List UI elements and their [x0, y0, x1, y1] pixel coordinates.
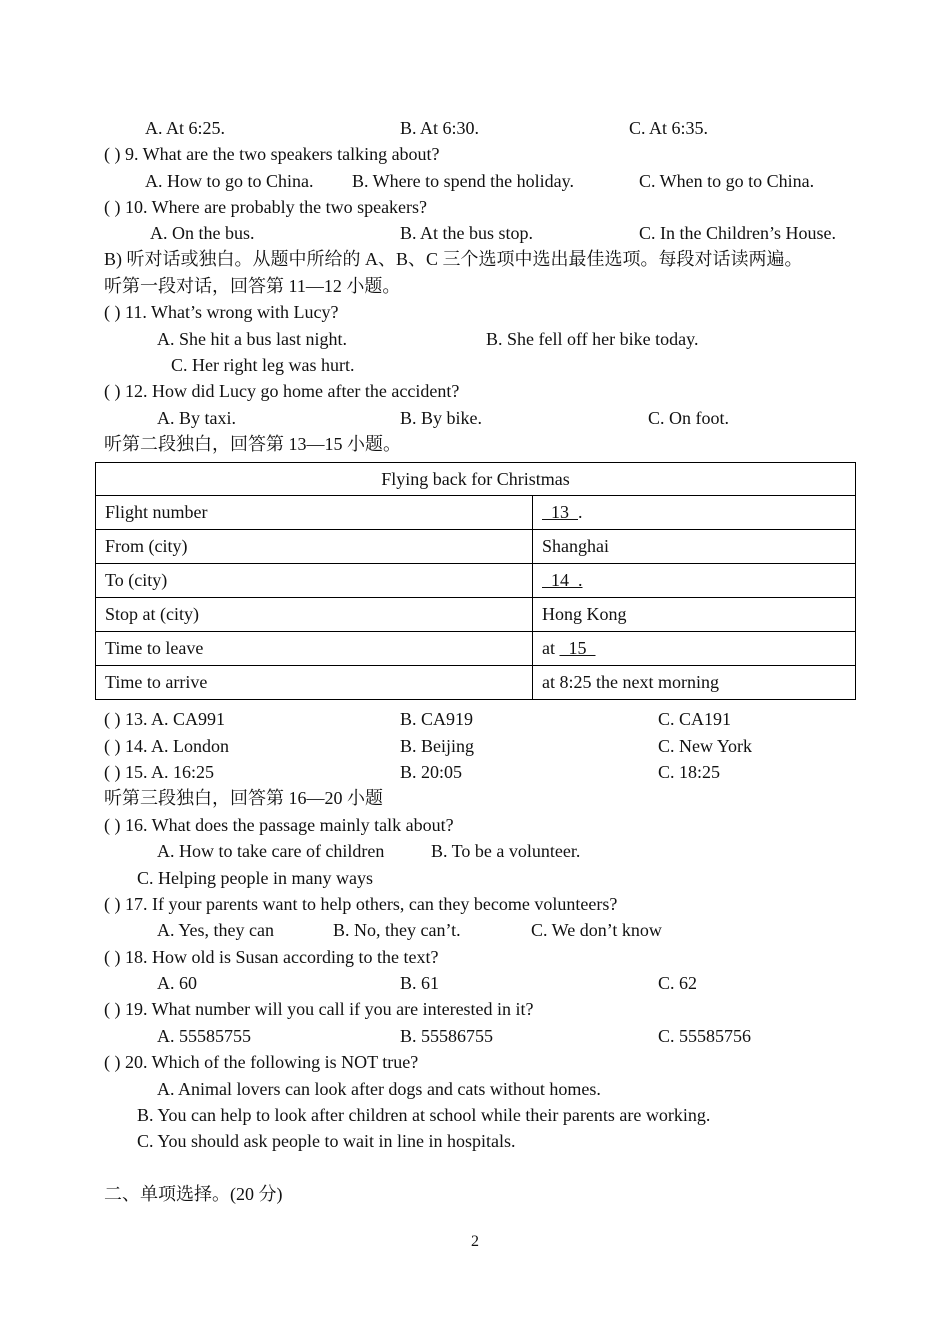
- q14-option-c: C. New York: [658, 736, 753, 756]
- q15-option-c: C. 18:25: [658, 762, 721, 782]
- q18-option-c: C. 62: [658, 973, 698, 993]
- q20-option-a: A. Animal lovers can look after dogs and cats without homes.: [157, 1079, 601, 1099]
- q15-question: ( ) 15. A. 16:25: [104, 762, 214, 782]
- q20-question: ( ) 20. Which of the following is NOT true?: [104, 1052, 419, 1072]
- table-title: Flying back for Christmas: [96, 463, 856, 496]
- part2-intro: 听第二段独白，回答第 13—15 小题。: [104, 434, 401, 454]
- row-value: [533, 666, 856, 700]
- table-row: [96, 530, 856, 564]
- q12-option-a: A. By taxi.: [157, 408, 236, 428]
- q16-option-b: B. To be a volunteer.: [431, 841, 581, 861]
- q16-question: ( ) 16. What does the passage mainly talk about?: [104, 815, 454, 835]
- row-label: Flight number: [96, 496, 533, 530]
- q10-question: ( ) 10. Where are probably the two speakers?: [104, 197, 428, 217]
- q19-option-b: B. 55586755: [400, 1026, 494, 1046]
- answer-blank-15: 15: [559, 638, 596, 658]
- q9-option-c: C. When to go to China.: [639, 171, 815, 191]
- value-text: Hong Kong: [542, 604, 627, 624]
- q12-option-b: B. By bike.: [400, 408, 483, 428]
- row-label: From (city): [96, 530, 533, 564]
- q10-option-b: B. At the bus stop.: [400, 223, 534, 243]
- table-title-row: [96, 463, 856, 496]
- q17-question: ( ) 17. If your parents want to help others, can they become volunteers?: [104, 894, 618, 914]
- q11-option-c: C. Her right leg was hurt.: [171, 355, 355, 375]
- answer-blank-13: 13: [542, 502, 578, 522]
- q12-option-c: C. On foot.: [648, 408, 729, 428]
- q20-option-c: C. You should ask people to wait in line in hospitals.: [137, 1131, 516, 1151]
- q16-option-a: A. How to take care of children: [157, 841, 385, 861]
- q11-option-a: A. She hit a bus last night.: [157, 329, 347, 349]
- row-label: To (city): [96, 564, 533, 598]
- q18-question: ( ) 18. How old is Susan according to the text?: [104, 947, 439, 967]
- q18-option-b: B. 61: [400, 973, 440, 993]
- table-row: [96, 564, 856, 598]
- q15-option-b: B. 20:05: [400, 762, 463, 782]
- section-2-heading: 二、单项选择。(20 分): [104, 1184, 283, 1204]
- row-label: Time to leave: [96, 632, 533, 666]
- part3-intro: 听第三段独白，回答第 16—20 小题: [104, 788, 383, 808]
- table-row: [96, 496, 856, 530]
- q19-option-a: A. 55585755: [157, 1026, 251, 1046]
- row-value: [533, 496, 856, 530]
- value-text: at 8:25 the next morning: [542, 672, 719, 692]
- q17-option-b: B. No, they can’t.: [333, 920, 461, 940]
- q14-question: ( ) 14. A. London: [104, 736, 229, 756]
- table-row: [96, 598, 856, 632]
- value-text: Shanghai: [542, 536, 609, 556]
- row-value: [533, 530, 856, 564]
- table-row: [96, 666, 856, 700]
- q18-option-a: A. 60: [157, 973, 197, 993]
- q12-question: ( ) 12. How did Lucy go home after the accident?: [104, 381, 460, 401]
- q19-option-c: C. 55585756: [658, 1026, 752, 1046]
- row-label: Stop at (city): [96, 598, 533, 632]
- q20-option-b: B. You can help to look after children at school while their parents are working.: [137, 1105, 711, 1125]
- q8-option-a: A. At 6:25.: [145, 118, 226, 138]
- row-value: [533, 632, 856, 666]
- q13-option-b: B. CA919: [400, 709, 474, 729]
- q9-question: ( ) 9. What are the two speakers talking about?: [104, 144, 440, 164]
- q17-option-a: A. Yes, they can: [157, 920, 274, 940]
- row-value: [533, 598, 856, 632]
- q8-option-c: C. At 6:35.: [629, 118, 709, 138]
- q19-question: ( ) 19. What number will you call if you are interested in it?: [104, 999, 534, 1019]
- q16-option-c: C. Helping people in many ways: [137, 868, 373, 888]
- q9-option-b: B. Where to spend the holiday.: [352, 171, 574, 191]
- q13-option-c: C. CA191: [658, 709, 732, 729]
- part1-intro: 听第一段对话，回答第 11—12 小题。: [104, 276, 401, 296]
- q14-option-b: B. Beijing: [400, 736, 475, 756]
- section-b-instructions: B) 听对话或独白。从题中所给的 A、B、C 三个选项中选出最佳选项。每段对话读两遍。: [104, 249, 803, 269]
- row-label: Time to arrive: [96, 666, 533, 700]
- q10-option-c: C. In the Children’s House.: [639, 223, 836, 243]
- value-text: at: [542, 638, 560, 658]
- q17-option-c: C. We don’t know: [531, 920, 662, 940]
- flight-info-table: [95, 462, 856, 700]
- q9-option-a: A. How to go to China.: [145, 171, 314, 191]
- page-number: 2: [471, 1233, 479, 1250]
- row-value: [533, 564, 856, 598]
- q8-option-b: B. At 6:30.: [400, 118, 480, 138]
- q11-option-b: B. She fell off her bike today.: [486, 329, 699, 349]
- value-suffix: .: [578, 502, 583, 522]
- table-row: [96, 632, 856, 666]
- q10-option-a: A. On the bus.: [150, 223, 255, 243]
- q13-question: ( ) 13. A. CA991: [104, 709, 225, 729]
- q11-question: ( ) 11. What’s wrong with Lucy?: [104, 302, 339, 322]
- answer-blank-14: 14 .: [542, 570, 583, 590]
